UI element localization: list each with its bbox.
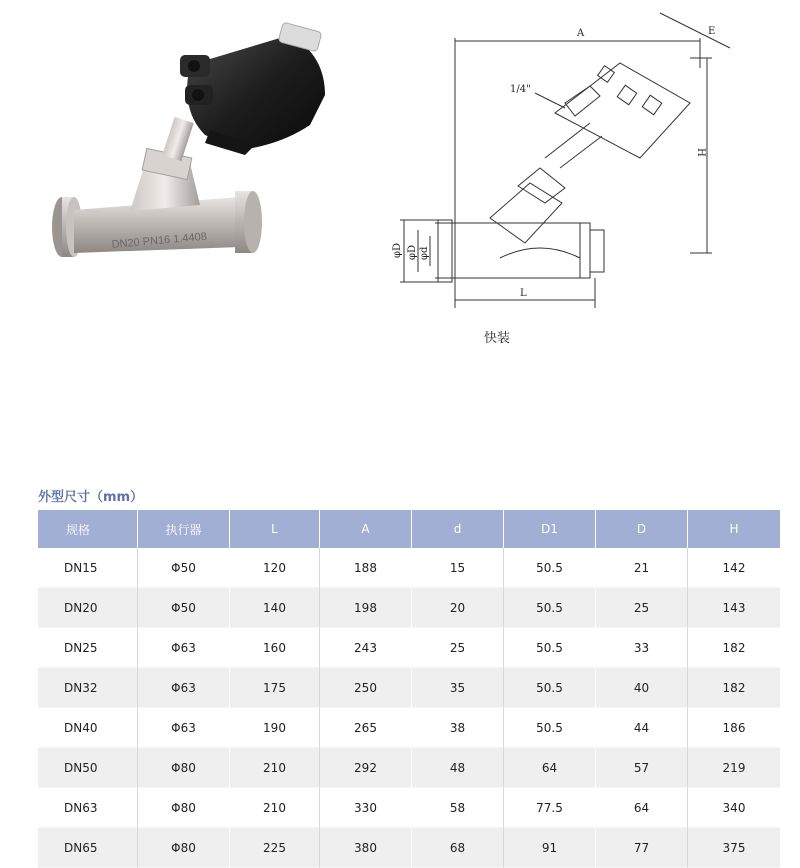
cell-h: 142 <box>688 548 781 588</box>
cell-d-small: 25 <box>412 628 504 668</box>
cell-d1: 50.5 <box>504 628 596 668</box>
cell-a: 250 <box>320 668 412 708</box>
dim-label-phi-d: φD <box>392 242 403 258</box>
cell-d-small: 15 <box>412 548 504 588</box>
header-d: D <box>596 510 688 548</box>
cell-actuator: Φ63 <box>138 628 230 668</box>
header-d-small: d <box>412 510 504 548</box>
table-title: 外型尺寸（mm） <box>38 490 144 505</box>
cell-actuator: Φ80 <box>138 788 230 828</box>
pneumatic-actuator <box>180 22 325 155</box>
cell-l: 140 <box>230 588 320 628</box>
cell-spec: DN15 <box>38 548 138 588</box>
port-size-label: 1/4" <box>510 84 531 95</box>
cell-actuator: Φ63 <box>138 708 230 748</box>
cell-a: 188 <box>320 548 412 588</box>
cell-d: 33 <box>596 628 688 668</box>
cell-actuator: Φ80 <box>138 748 230 788</box>
cell-h: 182 <box>688 668 781 708</box>
cell-d: 21 <box>596 548 688 588</box>
dim-label-phi-d1: φD <box>407 244 418 260</box>
header-l: L <box>230 510 320 548</box>
header-d1: D1 <box>504 510 596 548</box>
right-flange <box>235 191 262 253</box>
cell-d1: 50.5 <box>504 588 596 628</box>
table-row <box>38 628 781 668</box>
body-marking: DN20 PN16 1.4408 <box>111 230 208 251</box>
table-row <box>38 668 781 708</box>
cell-a: 198 <box>320 588 412 628</box>
cell-d-small: 38 <box>412 708 504 748</box>
cell-l: 175 <box>230 668 320 708</box>
cell-l: 210 <box>230 788 320 828</box>
cell-h: 219 <box>688 748 781 788</box>
cell-spec: DN20 <box>38 588 138 628</box>
header-spec: 规格 <box>38 510 138 548</box>
cell-spec: DN63 <box>38 788 138 828</box>
cell-actuator: Φ80 <box>138 828 230 868</box>
cell-h: 143 <box>688 588 781 628</box>
cell-l: 210 <box>230 748 320 788</box>
cell-a: 243 <box>320 628 412 668</box>
cell-d1: 50.5 <box>504 548 596 588</box>
cell-a: 330 <box>320 788 412 828</box>
cell-d: 44 <box>596 708 688 748</box>
cell-spec: DN65 <box>38 828 138 868</box>
cell-d1: 50.5 <box>504 708 596 748</box>
valve-product-photo <box>40 15 340 285</box>
cell-d-small: 58 <box>412 788 504 828</box>
cell-actuator: Φ50 <box>138 588 230 628</box>
header-h: H <box>688 510 781 548</box>
table-body <box>38 548 781 868</box>
cell-a: 292 <box>320 748 412 788</box>
cell-d1: 50.5 <box>504 668 596 708</box>
cell-a: 380 <box>320 828 412 868</box>
cell-l: 160 <box>230 628 320 668</box>
cell-h: 340 <box>688 788 781 828</box>
cell-l: 120 <box>230 548 320 588</box>
cell-spec: DN25 <box>38 628 138 668</box>
header-actuator: 执行器 <box>138 510 230 548</box>
table-header-row <box>38 510 781 548</box>
dim-label-l: L <box>520 288 527 299</box>
cell-spec: DN50 <box>38 748 138 788</box>
dim-label-h: H <box>695 148 706 157</box>
table-row <box>38 788 781 828</box>
cell-d: 25 <box>596 588 688 628</box>
cell-spec: DN32 <box>38 668 138 708</box>
valve-stem <box>162 117 193 161</box>
dimension-drawing <box>390 8 750 308</box>
cell-d: 64 <box>596 788 688 828</box>
drawing-caption: 快装 <box>484 331 511 346</box>
table-row <box>38 548 781 588</box>
dim-label-phi-small-d: φd <box>419 246 430 260</box>
cell-actuator: Φ63 <box>138 668 230 708</box>
cell-d-small: 68 <box>412 828 504 868</box>
header-a: A <box>320 510 412 548</box>
cell-d1: 77.5 <box>504 788 596 828</box>
cell-d-small: 48 <box>412 748 504 788</box>
table-row <box>38 748 781 788</box>
table-row <box>38 588 781 628</box>
cell-d-small: 35 <box>412 668 504 708</box>
cell-d1: 91 <box>504 828 596 868</box>
cell-spec: DN40 <box>38 708 138 748</box>
cell-l: 190 <box>230 708 320 748</box>
cell-a: 265 <box>320 708 412 748</box>
cell-d-small: 20 <box>412 588 504 628</box>
cell-h: 375 <box>688 828 781 868</box>
cell-l: 225 <box>230 828 320 868</box>
dimensions-table <box>38 510 781 868</box>
cell-d: 57 <box>596 748 688 788</box>
cell-d: 40 <box>596 668 688 708</box>
cell-d1: 64 <box>504 748 596 788</box>
cell-actuator: Φ50 <box>138 548 230 588</box>
cell-h: 182 <box>688 628 781 668</box>
table-row <box>38 708 781 748</box>
cell-d: 77 <box>596 828 688 868</box>
cell-h: 186 <box>688 708 781 748</box>
dim-label-e: E <box>708 26 716 37</box>
dim-label-a: A <box>577 28 585 39</box>
table-row <box>38 828 781 868</box>
